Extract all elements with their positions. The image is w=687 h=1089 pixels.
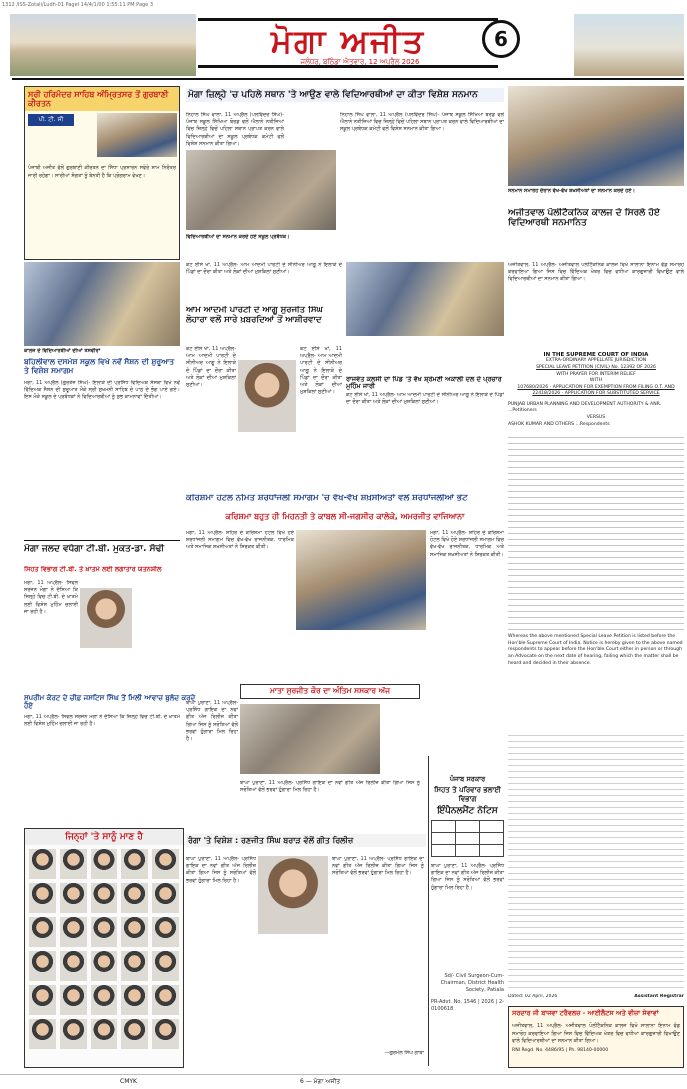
portrait (121, 985, 148, 1015)
story3-headline: ਸੁਪਰੀਮ ਕੋਰਟ ਦੇ ਚੀਫ਼ ਜਸਟਿਸ ਸਿੰਘ ਤੋਂ ਮਿਲੀ ਆਵਾਜ਼ ਬੁਲੰਦ ਕਰਦੇ ਹੋਏ (24, 694, 196, 711)
lead-photo-caption: ਵਿਦਿਆਰਥੀਆਂ ਦਾ ਸਨਮਾਨ ਕਰਦੇ ਹੋਏ ਸਕੂਲ ਪ੍ਰਬੰਧਕ। (186, 234, 290, 240)
govt-notice (428, 756, 506, 1066)
masthead-subtitle: ਜਲੰਧਰ, ਬਠਿੰਡਾ ਐਤਵਾਰ, 12 ਅਪ੍ਰੈਲ 2026 (300, 58, 420, 66)
story1-text: ਮੋਗਾ, 11 ਅਪ੍ਰੈਲ (ਗੁਰਤੇਜ ਸਿੰਘ)- ਇਲਾਕੇ ਦੀ ਪ੍ਰਸਿੱਧ ਵਿਦਿਅਕ ਸੰਸਥਾ ਵਿਖੇ ਨਵੇਂ ਵਿੱਦਿਅਕ ਸੈਸ਼ਨ ਦੀ ਸ਼ੁਰੂਆਤ ਮੌਕੇ ਸ੍ਰੀ ਸੁਖਮਨੀ ਸਾਹਿਬ ਦੇ ਪਾਠ ਦੇ ਭੋਗ ਪਾਏ ਗਏ। ਇਸ ਮੌਕੇ ਸਕੂਲ ਦੇ ਪ੍ਰਬੰਧਕਾਂ ਨੇ ਵਿਦਿਆਰਥੀਆਂ ਨੂੰ ਸ਼ੁਭ ਕਾਮਨਾਵਾਂ ਦਿੱਤੀਆਂ। (24, 380, 180, 401)
portrait (60, 1019, 87, 1049)
aap-headline: ਆਮ ਆਦਮੀ ਪਾਰਟੀ ਦੇ ਆਗੂ ਸੁਰਜੀਤ ਸਿੰਘ ਲੋਹਾਰਾ ਵਲੋਂ ਸਾਰੇ ਖ਼ਬਰਦਿਆਂ ਤੋਂ ਆਸ਼ੀਰਵਾਦ (186, 306, 323, 325)
portrait (29, 883, 56, 913)
portrait (121, 951, 148, 981)
portrait (152, 917, 179, 947)
court-with: WITH (589, 378, 603, 384)
aap-text: ਕੋਟ ਈਸੇ ਖਾਂ, 11 ਅਪ੍ਰੈਲ- ਆਮ ਆਦਮੀ ਪਾਰਟੀ ਦੇ ਸੀਨੀਅਰ ਆਗੂ ਨੇ ਇਲਾਕੇ ਦੇ ਪਿੰਡਾਂ ਦਾ ਦੌਰਾ ਕੀਤਾ ਅਤੇ ਲੋਕਾਂ ਦੀਆਂ ਮੁਸ਼ਕਿਲਾਂ ਸੁਣੀਆਂ। (186, 346, 236, 389)
portrait (60, 917, 87, 947)
notice-dept: ਸਿਹਤ ਤੇ ਪਰਿਵਾਰ ਭਲਾਈ ਵਿਭਾਗ (434, 786, 501, 803)
court-application-1: 107680/2026 - APPLICATION FOR EXEMPTION FROM FILING O.T. AND (517, 384, 675, 390)
aap-intro-text: ਕੋਟ ਈਸੇ ਖਾਂ, 11 ਅਪ੍ਰੈਲ- ਆਮ ਆਦਮੀ ਪਾਰਟੀ ਦੇ ਸੀਨੀਅਰ ਆਗੂ ਨੇ ਇਲਾਕੇ ਦੇ ਪਿੰਡਾਂ ਦਾ ਦੌਰਾ ਕੀਤਾ ਅਤੇ ਲੋਕਾਂ ਦੀਆਂ ਮੁਸ਼ਕਿਲਾਂ ਸੁਣੀਆਂ। (186, 262, 342, 276)
notice-signature: Sd/- Civil Surgeon-Cum- Chairman, District Health Society, Patiala (440, 972, 504, 994)
gaba-text: ਬਾਘਾ ਪੁਰਾਣਾ, 11 ਅਪ੍ਰੈਲ- ਪ੍ਰਸਿੱਧ ਗਾਇਕ ਦਾ ਨਵਾਂ ਗੀਤ ਅੱਜ ਰਿਲੀਜ਼ ਕੀਤਾ ਗਿਆ ਜਿਸ ਨੂੰ ਸਰੋਤਿਆਂ ਵੱਲੋਂ ਭਰਵਾਂ ਹੁੰਗਾਰਾ ਮਿਲ ਰਿਹਾ ਹੈ। (186, 856, 256, 884)
portrait (152, 883, 179, 913)
portrait (91, 985, 118, 1015)
pkpt-text: ਕੋਟ ਈਸੇ ਖਾਂ, 11 ਅਪ੍ਰੈਲ- ਆਮ ਆਦਮੀ ਪਾਰਟੀ ਦੇ ਸੀਨੀਅਰ ਆਗੂ ਨੇ ਇਲਾਕੇ ਦੇ ਪਿੰਡਾਂ ਦਾ ਦੌਰਾ ਕੀਤਾ ਅਤੇ ਲੋਕਾਂ ਦੀਆਂ ਮੁਸ਼ਕਿਲਾਂ ਸੁਣੀਆਂ। (346, 392, 504, 406)
portrait (29, 849, 56, 879)
page-number: 6 (482, 20, 520, 58)
promo-text: ਪੰਜਾਬੀ ਅਜੀਤ ਵੱਲੋਂ ਗੁਰਬਾਣੀ ਕੀਰਤਨ ਦਾ ਸਿੱਧਾ ਪ੍ਰਸਾਰਨ ਸਵੇਰੇ ਸ਼ਾਮ ਨਿਰੰਤਰ ਜਾਰੀ ਰਹੇਗਾ। ਸਾਰੀਆਂ ਸੰਗਤਾਂ ਨੂੰ ਬੇਨਤੀ ਹੈ ਕਿ ਪ੍ਰੋਗਰਾਮ ਵੇਖਣ। (28, 165, 176, 179)
court-respondent-list (508, 432, 684, 632)
story1-headline: ਬਹਿਲੀਵਾਲ ਦਸਮੇਸ਼ ਸਕੂਲ ਵਿਖੇ ਨਵੇਂ ਸੈਸ਼ਨ ਦੀ ਸ਼ੁਰੂਆਤ ਤੇ ਵਿਸ਼ੇਸ਼ ਸਮਾਗਮ (24, 358, 175, 375)
footer-strip (0, 1074, 687, 1089)
classified-ad-line: RNI Regd. No. 4486/95 | Ph. 98140-00000 (512, 1048, 609, 1054)
court-date: Dated: 02 April, 2026 (508, 994, 558, 999)
divider (24, 540, 180, 541)
court-application-2: 22418/2026 - APPLICATION FOR SUBSTITUTED SERVICE (532, 391, 660, 397)
portrait (91, 951, 118, 981)
mata-text: ਬਾਘਾ ਪੁਰਾਣਾ, 11 ਅਪ੍ਰੈਲ- ਪ੍ਰਸਿੱਧ ਗਾਇਕ ਦਾ ਨਵਾਂ ਗੀਤ ਅੱਜ ਰਿਲੀਜ਼ ਕੀਤਾ ਗਿਆ ਜਿਸ ਨੂੰ ਸਰੋਤਿਆਂ ਵੱਲੋਂ ਭਰਵਾਂ ਹੁੰਗਾਰਾ ਮਿਲ ਰਿਹਾ ਹੈ। (186, 700, 238, 743)
mata-photo (240, 704, 380, 774)
court-respondent: ASHOK KUMAR AND OTHERS ...Respondents (508, 421, 610, 427)
leader-photo (238, 360, 296, 432)
portrait (91, 917, 118, 947)
portrait (91, 883, 118, 913)
promo-headline: ਸ੍ਰੀ ਹਰਿਮੰਦਰ ਸਾਹਿਬ ਅੰਮ੍ਰਿਤਸਰ ਤੋਂ ਗੁਰਬਾਣੀ ਕੀਰਤਨ (25, 87, 179, 111)
court-petitioner: PUNJAB URBAN PLANNING AND DEVELOPMENT AUTHORITY & ANR. ...Petitioners (508, 401, 662, 414)
polytechnic-text: ਅਜੀਤਵਾਲ, 11 ਅਪ੍ਰੈਲ- ਅਜੀਤਵਾਲ ਪੋਲੀਟੈਕਨਿਕ ਕਾਲਜ ਵਿਖੇ ਸਾਲਾਨਾ ਇਨਾਮ ਵੰਡ ਸਮਾਰੋਹ ਕਰਵਾਇਆ ਗਿਆ ਜਿਸ ਵਿਚ ਵਿੱਦਿਅਕ ਖੇਤਰ ਵਿਚ ਵਧੀਆ ਕਾਰਗੁਜ਼ਾਰੀ ਵਿਖਾਉਣ ਵਾਲੇ ਵਿਦਿਆਰਥੀਆਂ ਦਾ ਸਨਮਾਨ ਕੀਤਾ ਗਿਆ। (508, 262, 684, 283)
story2-text: ਮੋਗਾ, 11 ਅਪ੍ਰੈਲ- ਸਿਵਲ ਸਰਜਨ ਮੋਗਾ ਨੇ ਦੱਸਿਆ ਕਿ ਜ਼ਿਲ੍ਹੇ ਵਿਚ ਟੀ.ਬੀ. ਦੇ ਖ਼ਾਤਮੇ ਲਈ ਵਿਸ਼ੇਸ਼ ਮੁਹਿੰਮ ਚਲਾਈ ਜਾ ਰਹੀ ਹੈ। (24, 580, 78, 615)
notice-table (431, 820, 504, 857)
memorial-box (24, 828, 184, 1068)
portrait (29, 1019, 56, 1049)
portrait (60, 985, 87, 1015)
masthead-photo-right (574, 14, 684, 76)
court-orders (508, 730, 684, 990)
court-title: IN THE SUPREME COURT OF INDIA (543, 352, 649, 358)
court-signature: Assistant Registrar (634, 994, 684, 999)
masthead-photo-left (10, 14, 196, 76)
promo-photo (97, 113, 177, 157)
masthead-rule (12, 78, 684, 80)
singer-photo (258, 856, 328, 934)
doctor-photo (80, 588, 132, 648)
portrait (60, 849, 87, 879)
portrait (29, 951, 56, 981)
masthead (0, 10, 687, 76)
court-body: Whereas the above mentioned Special Leave Petition is listed before the Hon'ble Supreme Court of India. Notice is hereby given to the above named respondents to appear before the Hon'ble Court either in person or through an Advocate on the next date of hearing, failing which the matter shall be heard and decided in their absence. (508, 634, 683, 666)
classified-ad (508, 1006, 684, 1068)
memorial-photo-grid (25, 845, 183, 1053)
masthead-title: ਮੋਗਾ ਅਜੀਤ (198, 18, 498, 68)
hotel-text-cont: ਮੋਗਾ, 11 ਅਪ੍ਰੈਲ- ਸ਼ਹਿਰ ਦੇ ਕਰਿਸ਼ਮਾ ਹੋਟਲ ਵਿਖੇ ਹੋਏ ਸ਼ਰਧਾਂਜਲੀ ਸਮਾਗਮ ਵਿਚ ਵੱਖ-ਵੱਖ ਰਾਜਨੀਤਕ, ਧਾਰਮਿਕ ਅਤੇ ਸਮਾਜਿਕ ਸ਼ਖ਼ਸੀਅਤਾਂ ਨੇ ਸ਼ਿਰਕਤ ਕੀਤੀ। (430, 530, 504, 558)
portrait (121, 849, 148, 879)
court-petition-no: SPECIAL LEAVE PETITION (CIVIL) No. 12392 OF 2026 (536, 364, 656, 370)
portrait (121, 917, 148, 947)
notice-ref: PR-Advt. No. 1546 | 2026 | 2-0100618 (431, 998, 504, 1012)
notice-title: ਇੰਪੈਨਲਮੈਂਟ ਨੋਟਿਸ (437, 805, 498, 816)
court-prayer: WITH PRAYER FOR INTERIM RELIEF (556, 371, 636, 377)
portrait (91, 1019, 118, 1049)
lead-text: ਨਿਹਾਲ ਸਿੰਘ ਵਾਲਾ, 11 ਅਪ੍ਰੈਲ (ਪਲਵਿੰਦਰ ਸਿੰਘ)- ਪੰਜਾਬ ਸਕੂਲ ਸਿੱਖਿਆ ਬੋਰਡ ਵਲੋਂ ਐਲਾਨੇ ਨਤੀਜਿਆਂ ਵਿਚ ਜ਼ਿਲ੍ਹੇ ਵਿਚੋਂ ਪਹਿਲਾ ਸਥਾਨ ਪ੍ਰਾਪਤ ਕਰਨ ਵਾਲੇ ਵਿਦਿਆਰਥੀਆਂ ਦਾ ਸਕੂਲ ਪ੍ਰਬੰਧਕ ਕਮੇਟੀ ਵਲੋਂ ਵਿਸ਼ੇਸ਼ ਸਨਮਾਨ ਕੀਤਾ ਗਿਆ। (186, 112, 284, 147)
court-jurisdiction: EXTRA-ORDINARY APPELLATE JURISDICTION (545, 358, 647, 364)
hotel-photo (296, 530, 426, 630)
cmyk-marks-right (560, 1079, 640, 1089)
promo-badge: ਪੀ. ਟੀ. ਸੀ (28, 114, 74, 126)
memorial-headline: ਜਿਨ੍ਹਾਂ 'ਤੇ ਸਾਨੂੰ ਮਾਣ ਹੈ (25, 829, 183, 845)
ceremony-photo (508, 86, 684, 186)
portrait (121, 1019, 148, 1049)
portrait (152, 849, 179, 879)
portrait (152, 985, 179, 1015)
gaba-headline: ਰੰਗਾ 'ਤੇ ਵਿਸ਼ੇਸ਼ : ਰਣਜੀਤ ਸਿੰਘ ਬਰਾੜ ਵੱਲੋਂ ਗੀਤ ਰਿਲੀਜ਼ (186, 834, 426, 847)
mata-text-cont: ਬਾਘਾ ਪੁਰਾਣਾ, 11 ਅਪ੍ਰੈਲ- ਪ੍ਰਸਿੱਧ ਗਾਇਕ ਦਾ ਨਵਾਂ ਗੀਤ ਅੱਜ ਰਿਲੀਜ਼ ਕੀਤਾ ਗਿਆ ਜਿਸ ਨੂੰ ਸਰੋਤਿਆਂ ਵੱਲੋਂ ਭਰਵਾਂ ਹੁੰਗਾਰਾ ਮਿਲ ਰਿਹਾ ਹੈ। (240, 780, 420, 794)
promo-box (24, 86, 180, 260)
portrait (91, 849, 118, 879)
students-photo (24, 262, 180, 346)
story2-headline: ਮੋਗਾ ਜਲਦ ਵਧੇਗਾ ਟੀ.ਬੀ. ਮੁਕਤ-ਡਾ. ਸੋਢੀ (24, 544, 165, 554)
portrait (29, 917, 56, 947)
cmyk-marks (30, 1079, 110, 1089)
court-notice (508, 352, 684, 726)
ceremony-caption: ਸਨਮਾਨ ਸਮਾਰੋਹ ਦੌਰਾਨ ਵੱਖ-ਵੱਖ ਸ਼ਖ਼ਸੀਅਤਾਂ ਦਾ ਸਨਮਾਨ ਕਰਦੇ ਹੋਏ। (508, 188, 635, 194)
lead-text-cont: ਨਿਹਾਲ ਸਿੰਘ ਵਾਲਾ, 11 ਅਪ੍ਰੈਲ (ਪਲਵਿੰਦਰ ਸਿੰਘ)- ਪੰਜਾਬ ਸਕੂਲ ਸਿੱਖਿਆ ਬੋਰਡ ਵਲੋਂ ਐਲਾਨੇ ਨਤੀਜਿਆਂ ਵਿਚ ਜ਼ਿਲ੍ਹੇ ਵਿਚੋਂ ਪਹਿਲਾ ਸਥਾਨ ਪ੍ਰਾਪਤ ਕਰਨ ਵਾਲੇ ਵਿਦਿਆਰਥੀਆਂ ਦਾ ਸਕੂਲ ਪ੍ਰਬੰਧਕ ਕਮੇਟੀ ਵਲੋਂ ਵਿਸ਼ੇਸ਼ ਸਨਮਾਨ ਕੀਤਾ ਗਿਆ। (340, 112, 504, 133)
portrait (60, 951, 87, 981)
lead-headline: ਮੋਗਾ ਜ਼ਿਲ੍ਹੇ 'ਚ ਪਹਿਲੇ ਸਥਾਨ 'ਤੇ ਆਉਣ ਵਾਲੇ ਵਿਦਿਆਰਥੀਆਂ ਦਾ ਕੀਤਾ ਵਿਸ਼ੇਸ਼ ਸਨਮਾਨ (186, 88, 504, 102)
classified-ad-body: ਅਜੀਤਵਾਲ, 11 ਅਪ੍ਰੈਲ- ਅਜੀਤਵਾਲ ਪੋਲੀਟੈਕਨਿਕ ਕਾਲਜ ਵਿਖੇ ਸਾਲਾਨਾ ਇਨਾਮ ਵੰਡ ਸਮਾਰੋਹ ਕਰਵਾਇਆ ਗਿਆ ਜਿਸ ਵਿਚ ਵਿੱਦਿਅਕ ਖੇਤਰ ਵਿਚ ਵਧੀਆ ਕਾਰਗੁਜ਼ਾਰੀ ਵਿਖਾਉਣ ਵਾਲੇ ਵਿਦਿਆਰਥੀਆਂ ਦਾ ਸਨਮਾਨ ਕੀਤਾ ਗਿਆ। (512, 1023, 680, 1044)
gaba-byline: —ਗੁਰਮੇਲ ਸਿੰਘ ਗਾਬਾ (384, 1050, 424, 1056)
press-slug: 1312 /ISS-Zotali/Ludh-01 Pagel 14/4/1/00 1:55:11 PM Page 3 (2, 2, 154, 8)
portrait (29, 985, 56, 1015)
classified-ad-title: ਸਰਦਾਰ ਜੀ ਬਾਜਵਾ ਟਰੈਵਲਜ਼ - ਆਈਲੈਟਸ ਅਤੇ ਵੀਜ਼ਾ ਸੇਵਾਵਾਂ (512, 1009, 659, 1017)
portrait (60, 883, 87, 913)
lead-photo (186, 150, 336, 230)
pkpt-headline: ਰਾਜਵੰਤ ਕਲਸੀ ਦਾ ਪਿੰਡ 'ਤੇ ਵੱਖ ਸ਼੍ਰੋਮਣੀ ਅਕਾਲੀ ਦਲ ਦੇ ਪ੍ਰਚਾਰ ਮੁਹਿੰਮ ਜਾਰੀ (346, 376, 502, 391)
hotel-text: ਮੋਗਾ, 11 ਅਪ੍ਰੈਲ- ਸ਼ਹਿਰ ਦੇ ਕਰਿਸ਼ਮਾ ਹੋਟਲ ਵਿਖੇ ਹੋਏ ਸ਼ਰਧਾਂਜਲੀ ਸਮਾਗਮ ਵਿਚ ਵੱਖ-ਵੱਖ ਰਾਜਨੀਤਕ, ਧਾਰਮਿਕ ਅਤੇ ਸਮਾਜਿਕ ਸ਼ਖ਼ਸੀਅਤਾਂ ਨੇ ਸ਼ਿਰਕਤ ਕੀਤੀ। (186, 530, 294, 551)
mata-headline: ਮਾਤਾ ਸੁਰਜੀਤ ਕੌਰ ਦਾ ਅੰਤਿਮ ਸਸਕਾਰ ਅੱਜ (240, 684, 420, 699)
hotel-subhead: ਕਰਿਸ਼ਮਾ ਬਹੁਤ ਹੀ ਮਿਹਨਤੀ ਤੇ ਕਾਬਲ ਸੀ-ਜਗਸੀਰ ਕਾਲੇਕੇ, ਅਮਰਜੀਤ ਵਾਜਿਆਨਾ (225, 512, 465, 521)
notice-body: ਬਾਘਾ ਪੁਰਾਣਾ, 11 ਅਪ੍ਰੈਲ- ਪ੍ਰਸਿੱਧ ਗਾਇਕ ਦਾ ਨਵਾਂ ਗੀਤ ਅੱਜ ਰਿਲੀਜ਼ ਕੀਤਾ ਗਿਆ ਜਿਸ ਨੂੰ ਸਰੋਤਿਆਂ ਵੱਲੋਂ ਭਰਵਾਂ ਹੁੰਗਾਰਾ ਮਿਲ ਰਿਹਾ ਹੈ। (431, 862, 504, 891)
court-versus: VERSUS (586, 415, 606, 421)
portrait (121, 883, 148, 913)
aap-text-cont: ਕੋਟ ਈਸੇ ਖਾਂ, 11 ਅਪ੍ਰੈਲ- ਆਮ ਆਦਮੀ ਪਾਰਟੀ ਦੇ ਸੀਨੀਅਰ ਆਗੂ ਨੇ ਇਲਾਕੇ ਦੇ ਪਿੰਡਾਂ ਦਾ ਦੌਰਾ ਕੀਤਾ ਅਤੇ ਲੋਕਾਂ ਦੀਆਂ ਮੁਸ਼ਕਿਲਾਂ ਸੁਣੀਆਂ। (300, 346, 342, 396)
folio: 6 — ਮੋਗਾ ਅਜੀਤ (300, 1078, 341, 1085)
gaba-text-cont: ਬਾਘਾ ਪੁਰਾਣਾ, 11 ਅਪ੍ਰੈਲ- ਪ੍ਰਸਿੱਧ ਗਾਇਕ ਦਾ ਨਵਾਂ ਗੀਤ ਅੱਜ ਰਿਲੀਜ਼ ਕੀਤਾ ਗਿਆ ਜਿਸ ਨੂੰ ਸਰੋਤਿਆਂ ਵੱਲੋਂ ਭਰਵਾਂ ਹੁੰਗਾਰਾ ਮਿਲ ਰਿਹਾ ਹੈ। (332, 856, 424, 877)
cmyk-label: CMYK (120, 1078, 137, 1085)
story3-text: ਮੋਗਾ, 11 ਅਪ੍ਰੈਲ- ਸਿਵਲ ਸਰਜਨ ਮੋਗਾ ਨੇ ਦੱਸਿਆ ਕਿ ਜ਼ਿਲ੍ਹੇ ਵਿਚ ਟੀ.ਬੀ. ਦੇ ਖ਼ਾਤਮੇ ਲਈ ਵਿਸ਼ੇਸ਼ ਮੁਹਿੰਮ ਚਲਾਈ ਜਾ ਰਹੀ ਹੈ। (24, 714, 180, 728)
notice-org: ਪੰਜਾਬ ਸਰਕਾਰ (449, 775, 486, 783)
portrait (152, 1019, 179, 1049)
story2-subhead: ਸਿਹਤ ਵਿਭਾਗ ਟੀ.ਬੀ. ਤੇ ਖ਼ਾਤਮੇ ਲਈ ਲਗਾਤਾਰ ਯਤਨਸ਼ੀਲ (24, 566, 162, 573)
polytechnic-headline: ਅਜੀਤਵਾਲ ਪੋਲੀਟੈਕਨਿਕ ਕਾਲਜ ਦੇ ਸਿਰਲੇ ਹੋਏ ਵਿਦਿਆਰਥੀ ਸਨਮਾਨਿਤ (508, 208, 660, 229)
portrait (152, 951, 179, 981)
event-photo (346, 262, 504, 336)
hotel-headline: ਕਰਿਸ਼ਮਾ ਹੋਟਲ ਨਮਿਤ ਸ਼ਰਧਾਂਜਲੀ ਸਮਾਗਮ 'ਚ ਵੱਖ-ਵੱਖ ਸ਼ਖ਼ਸੀਅਤਾਂ ਵਲੋਂ ਸ਼ਰਧਾਂਜਲੀਆਂ ਭੇਟ (186, 494, 468, 503)
students-photo-caption: ਕਾਲਜ ਦੇ ਵਿਦਿਆਰਥੀਆਂ ਦੀਆਂ ਤਸਵੀਰਾਂ (24, 348, 101, 354)
